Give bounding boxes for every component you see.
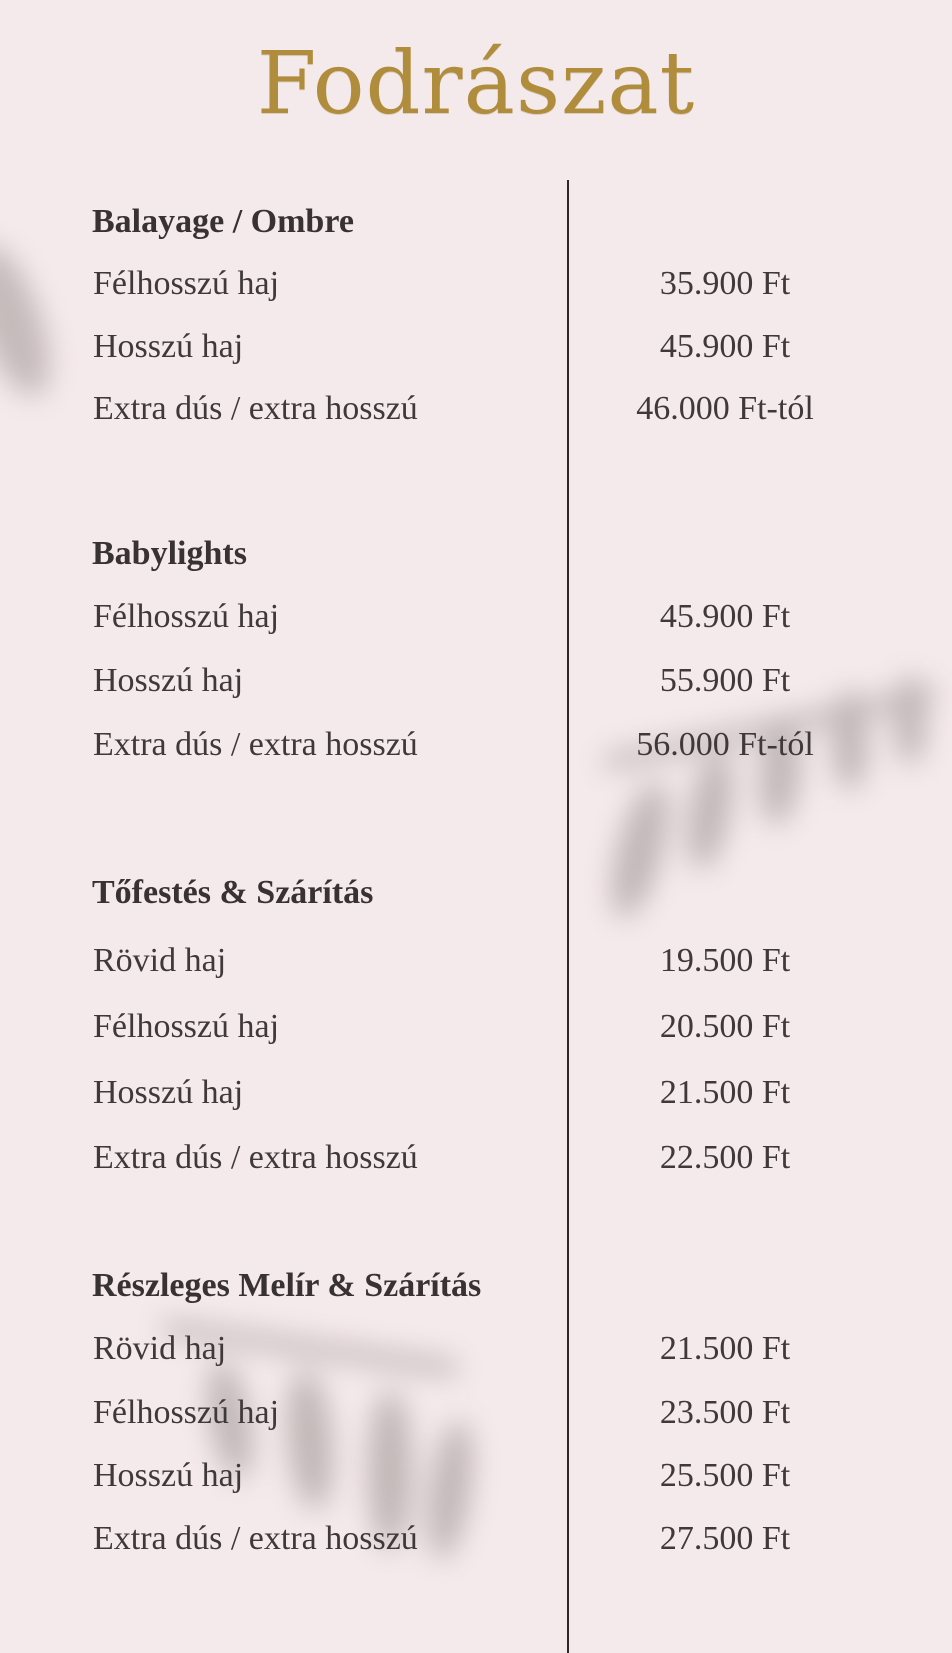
service-name: Félhosszú haj [93, 265, 280, 302]
section-heading: Részleges Melír & Szárítás [92, 1267, 482, 1304]
price-row [0, 328, 952, 378]
section-heading: Tőfestés & Szárítás [92, 874, 374, 911]
service-price: 20.500 Ft [659, 1008, 791, 1045]
price-row [0, 1008, 952, 1058]
service-name: Extra dús / extra hosszú [93, 1139, 418, 1176]
price-row [0, 265, 952, 315]
service-price: 27.500 Ft [659, 1520, 791, 1557]
service-name: Rövid haj [93, 1330, 227, 1367]
service-price: 35.900 Ft [659, 265, 791, 302]
price-row [0, 662, 952, 712]
price-row [0, 598, 952, 648]
service-name: Hosszú haj [93, 328, 244, 365]
service-name: Félhosszú haj [93, 1008, 280, 1045]
price-row [0, 1074, 952, 1124]
service-price: 45.900 Ft [659, 328, 791, 365]
price-row [0, 942, 952, 992]
service-price: 45.900 Ft [659, 598, 791, 635]
service-price: 21.500 Ft [659, 1330, 791, 1367]
price-row [0, 726, 952, 776]
service-price: 46.000 Ft-tól [636, 390, 814, 427]
service-name: Hosszú haj [93, 1074, 244, 1111]
service-name: Extra dús / extra hosszú [93, 1520, 418, 1557]
service-name: Extra dús / extra hosszú [93, 726, 418, 763]
service-price: 22.500 Ft [659, 1139, 791, 1176]
service-price: 55.900 Ft [659, 662, 791, 699]
section-heading: Babylights [92, 535, 247, 572]
service-price: 23.500 Ft [659, 1394, 791, 1431]
service-price: 56.000 Ft-tól [636, 726, 814, 763]
price-row [0, 1457, 952, 1507]
price-row [0, 1139, 952, 1189]
service-name: Rövid haj [93, 942, 227, 979]
service-price: 21.500 Ft [659, 1074, 791, 1111]
leaf-shadow-left-decoration [0, 230, 80, 410]
service-name: Félhosszú haj [93, 1394, 280, 1431]
price-row [0, 1520, 952, 1570]
price-row [0, 390, 952, 440]
page-title: Fodrászat [256, 34, 696, 134]
section-heading: Balayage / Ombre [92, 203, 354, 240]
price-row [0, 1330, 952, 1380]
service-price: 19.500 Ft [659, 942, 791, 979]
service-name: Extra dús / extra hosszú [93, 390, 418, 427]
service-name: Hosszú haj [93, 662, 244, 699]
service-price: 25.500 Ft [659, 1457, 791, 1494]
service-name: Félhosszú haj [93, 598, 280, 635]
service-name: Hosszú haj [93, 1457, 244, 1494]
price-row [0, 1394, 952, 1444]
